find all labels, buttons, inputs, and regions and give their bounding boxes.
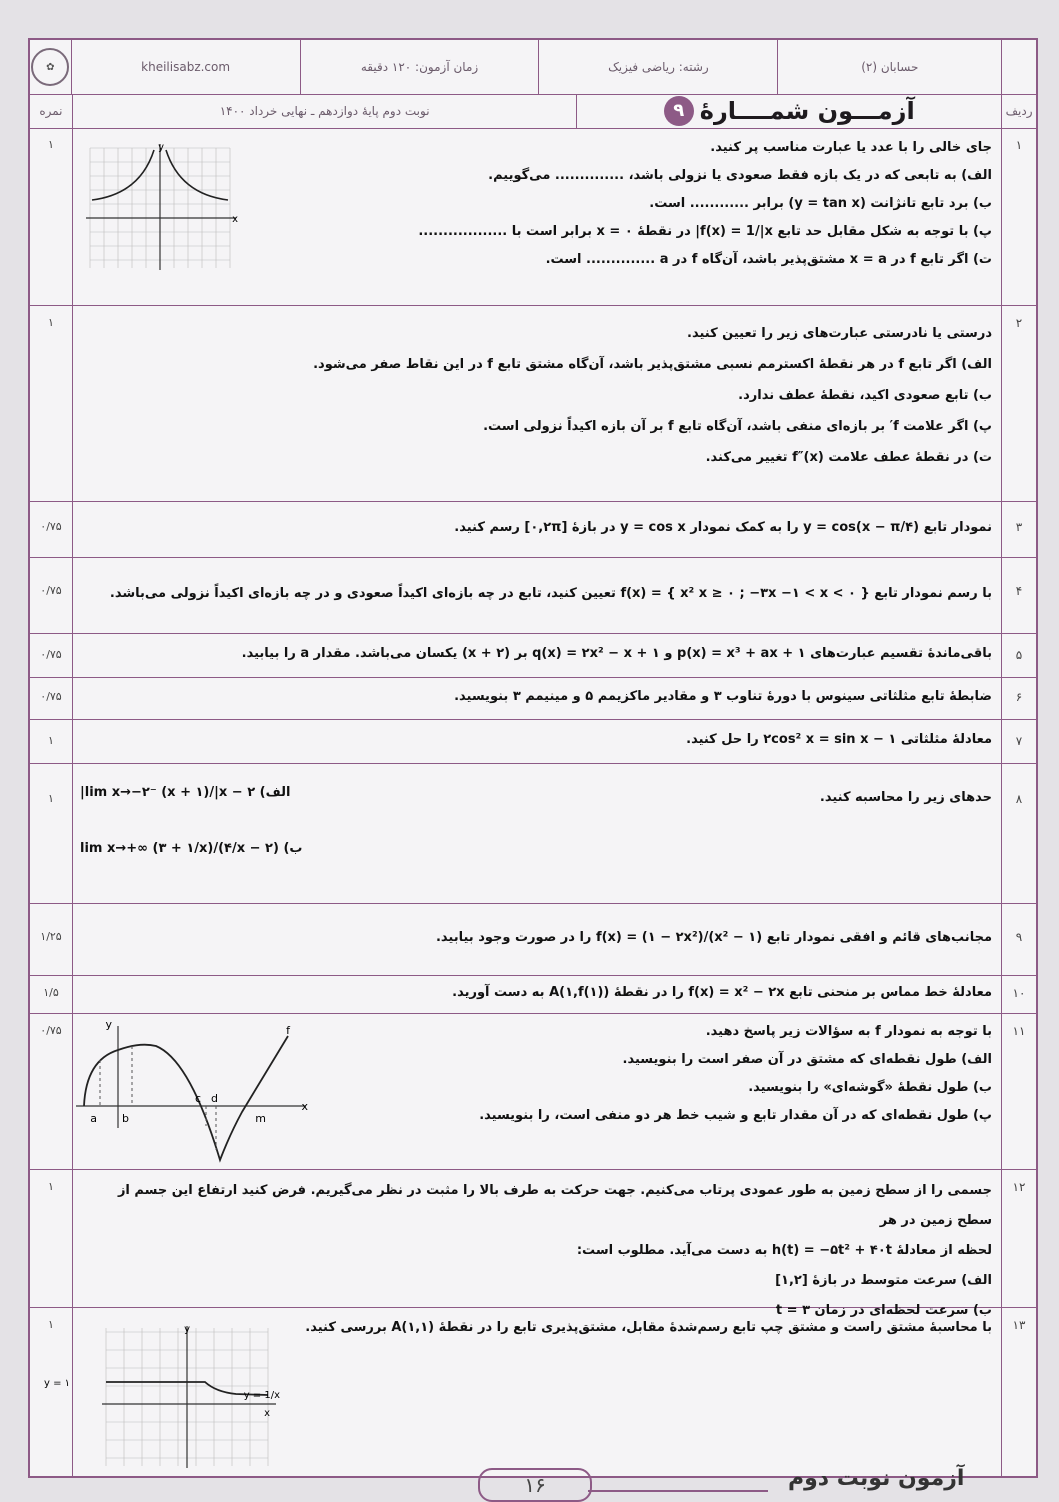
question-number: ۴: [1015, 584, 1023, 598]
question-line: درستی یا نادرستی عبارت‌های زیر را تعیین کنید.: [687, 326, 992, 341]
field-cell: رشته: ریاضی فیزیک: [538, 40, 777, 94]
question-number: ۱: [1015, 138, 1023, 152]
question-row: [30, 720, 1036, 764]
label-f: f: [286, 1024, 290, 1037]
function-curve: [84, 1036, 288, 1160]
question-number: ۲: [1015, 316, 1023, 330]
page-number: ۱۶: [478, 1468, 592, 1502]
question-score: ۱/۵: [43, 986, 59, 999]
graph-one-over-abs-x: [80, 138, 260, 278]
y-axis-label: y: [184, 1324, 190, 1335]
question-score: ۰/۷۵: [40, 690, 62, 703]
question-row: [30, 502, 1036, 558]
label-b: b: [122, 1112, 129, 1125]
question-line: الف) به تابعی که در یک بازه فقط صعودی یا نزولی باشد، .............. می‌گوییم.: [488, 168, 992, 183]
question-score: ۱/۲۵: [40, 930, 62, 943]
label-c: c: [194, 1092, 201, 1105]
question-line: ت) اگر تابع f در x = a مشتق‌پذیر باشد، آن‌گاه f در a .............. است.: [545, 252, 992, 267]
publisher-logo: ✿: [31, 48, 69, 86]
question-line: پ) طول نقطه‌ای که در آن مقدار تابع و شیب خط هر دو منفی است، را بنویسید.: [479, 1108, 992, 1123]
question-line: پ) با توجه به شکل مقابل حد تابع f(x) = 1/|x| در نقطۀ x = ۰ برابر است با ..................: [418, 224, 992, 239]
question-number: ۱۳: [1012, 1318, 1026, 1332]
graph-function-f: [70, 1020, 320, 1160]
question-line: با رسم نمودار تابع f(x) = { x² x ≥ ۰ ; −۳x −۱ < x < ۰ } تعیین کنید، تابع در چه بازه‌ای اکیداً صعودی و در چه بازه‌ای اکیداً نزولی می‌باشد.: [109, 586, 992, 601]
question-score: ۱: [48, 734, 54, 747]
question-line: مجانب‌های قائم و افقی نمودار تابع f(x) = (۱ − ۲x²)/(x² − ۱) را در صورت وجود بیابید.: [435, 930, 992, 945]
question-row: [30, 558, 1036, 634]
question-row: [30, 128, 1036, 306]
question-score: ۱: [48, 1318, 54, 1331]
row-column-header: ردیف: [1001, 94, 1036, 128]
exam-page: [28, 38, 1038, 1478]
question-line: جای خالی را با عدد یا عبارت مناسب پر کنید.: [710, 140, 992, 155]
question-text: [82, 514, 992, 542]
footer-title: آزمون نوبت دوم: [788, 1466, 965, 1491]
question-line: ب) تابع صعودی اکید، نقطۀ عطف ندارد.: [738, 388, 992, 403]
question-line: ضابطۀ تابع مثلثاتی سینوس با دورۀ تناوب ۳ و مقادیر ماکزیمم ۵ و مینیمم ۳ بنویسید.: [454, 689, 992, 704]
subject-cell: حسابان (۲): [777, 40, 1001, 94]
y-axis-label: y: [105, 1018, 112, 1031]
question-row: [30, 678, 1036, 720]
question-row: [30, 904, 1036, 976]
x-axis-label: x: [264, 1408, 270, 1419]
label-d: d: [211, 1092, 218, 1105]
exam-title: [576, 94, 1001, 128]
question-line: ب) طول نقطۀ «گوشه‌ای» را بنویسید.: [748, 1080, 992, 1095]
limit-part-b: ب) lim x→+∞ (۳ + ۱/x)/(۴/x − ۲): [80, 841, 303, 856]
question-score: ۰/۷۵: [40, 1024, 62, 1037]
logo-cell: [30, 40, 71, 94]
question-score: ۰/۷۵: [40, 520, 62, 533]
question-number: ۱۲: [1012, 1180, 1026, 1194]
question-text: [82, 318, 992, 473]
question-line: باقی‌ماندۀ تقسیم عبارت‌های p(x) = x³ + ax + ۱ و q(x) = ۲x² − x + ۱ بر (x + ۲) یکسان می‌باشد. مقدار a را بیابید.: [241, 646, 992, 661]
question-score: ۱: [48, 1180, 54, 1193]
question-text: [82, 924, 992, 952]
row-col-spacer: [1001, 40, 1036, 94]
question-line: ب) سرعت لحظه‌ای در زمان t = ۳: [775, 1303, 992, 1318]
question-row: [30, 764, 1036, 904]
question-text: [82, 640, 992, 668]
question-line: با توجه به نمودار f به سؤالات زیر پاسخ دهید.: [705, 1024, 992, 1039]
y-axis-label: y: [158, 142, 164, 153]
question-row: [30, 1014, 1036, 1170]
question-text: [82, 580, 992, 608]
question-number: ۶: [1015, 690, 1023, 704]
question-line: لحظه از معادلۀ h(t) = −۵t² + ۴۰t به دست می‌آید. مطلوب است:: [576, 1243, 992, 1258]
question-score: ۱: [48, 138, 54, 151]
question-row: [30, 1170, 1036, 1318]
header-row-2: [30, 94, 1036, 129]
x-axis-label: x: [301, 1100, 308, 1113]
question-line: نمودار تابع y = cos(x − π/۴) را به کمک نمودار y = cos x در بازۀ [۰,۲π] رسم کنید.: [454, 520, 992, 535]
header-row-1: [30, 40, 1036, 95]
question-line: الف) طول نقطه‌ای که مشتق در آن صفر است را بنویسید.: [622, 1052, 992, 1067]
question-score: ۰/۷۵: [40, 584, 62, 597]
question-row: [30, 1308, 1036, 1478]
question-number: ۳: [1015, 520, 1023, 534]
question-line: پ) اگر علامت f′ بر بازه‌ای منفی باشد، آن‌گاه تابع f بر آن بازه اکیداً نزولی است.: [483, 419, 992, 434]
question-number: ۱۱: [1012, 1024, 1026, 1038]
question-number: ۵: [1015, 648, 1023, 662]
question-number: ۸: [1015, 792, 1023, 806]
x-axis-label: x: [232, 214, 238, 225]
question-row: [30, 976, 1036, 1014]
footer-line: [588, 1490, 768, 1492]
question-text: [82, 683, 992, 711]
question-text: [82, 726, 992, 754]
exam-title-text: آزمـــون شمــــارۀ: [699, 97, 915, 125]
time-cell: زمان آزمون: ۱۲۰ دقیقه: [300, 40, 539, 94]
label-y-equals-1: y = ۱: [43, 1378, 70, 1389]
question-number: ۹: [1015, 930, 1023, 944]
curve-right: [166, 150, 228, 200]
question-line: جسمی را از سطح زمین به طور عمودی پرتاب می‌کنیم. جهت حرکت به طرف بالا را مثبت در نظر می‌گیریم. فرض کنید ارتفاع این جسم از سطح زمین در هر: [117, 1183, 992, 1228]
question-row: [30, 306, 1036, 502]
label-m: m: [255, 1112, 266, 1125]
page-footer: [28, 1462, 1038, 1500]
limit-parts: [80, 780, 320, 862]
question-line: ت) در نقطۀ عطف علامت f″(x) تغییر می‌کند.: [705, 450, 992, 465]
limit-part-a: الف) lim x→−۲⁻ (x + ۱)/|x − ۲|: [80, 785, 291, 800]
label-a: a: [90, 1112, 97, 1125]
question-line: الف) اگر تابع f در هر نقطۀ اکسترمم نسبی مشتق‌پذیر باشد، آن‌گاه مشتق تابع f در این نقاط صفر می‌شود.: [313, 357, 992, 372]
question-text: [82, 1176, 992, 1326]
question-line: معادلۀ خط مماس بر منحنی تابع f(x) = x² − ۲x را در نقطۀ A(۱,f(۱)) به دست آورید.: [452, 985, 992, 1000]
exam-number-badge: ۹: [664, 96, 694, 126]
site-cell: kheilisabz.com: [71, 40, 300, 94]
question-line: معادلۀ مثلثاتی ۲cos² x = sin x − ۱ را حل کنید.: [686, 732, 992, 747]
question-number: ۱۰: [1012, 986, 1026, 1000]
question-line: ب) برد تابع تانژانت (y = tan x) برابر ............ است.: [649, 196, 992, 211]
question-row: [30, 634, 1036, 678]
question-line: حدهای زیر را محاسبه کنید.: [819, 790, 992, 805]
graph-piecewise: [43, 1322, 336, 1472]
question-line: الف) سرعت متوسط در بازۀ [۱,۲]: [775, 1273, 992, 1288]
question-score: ۱: [48, 316, 54, 329]
question-text: [82, 979, 992, 1007]
question-line: با محاسبۀ مشتق راست و مشتق چپ تابع رسم‌شدۀ مقابل، مشتق‌پذیری تابع را در نقطۀ A(۱,۱) بررسی کنید.: [305, 1320, 992, 1335]
score-column-header: نمره: [39, 104, 63, 118]
label-y-equals-1-over-x: y = 1/x: [243, 1390, 280, 1401]
exam-info: نوبت دوم پایۀ دوازدهم ـ نهایی خرداد ۱۴۰۰: [72, 94, 577, 128]
question-score: ۱: [48, 792, 54, 805]
curve-left: [92, 150, 154, 200]
question-score: ۰/۷۵: [40, 648, 62, 661]
question-number: ۷: [1015, 734, 1023, 748]
